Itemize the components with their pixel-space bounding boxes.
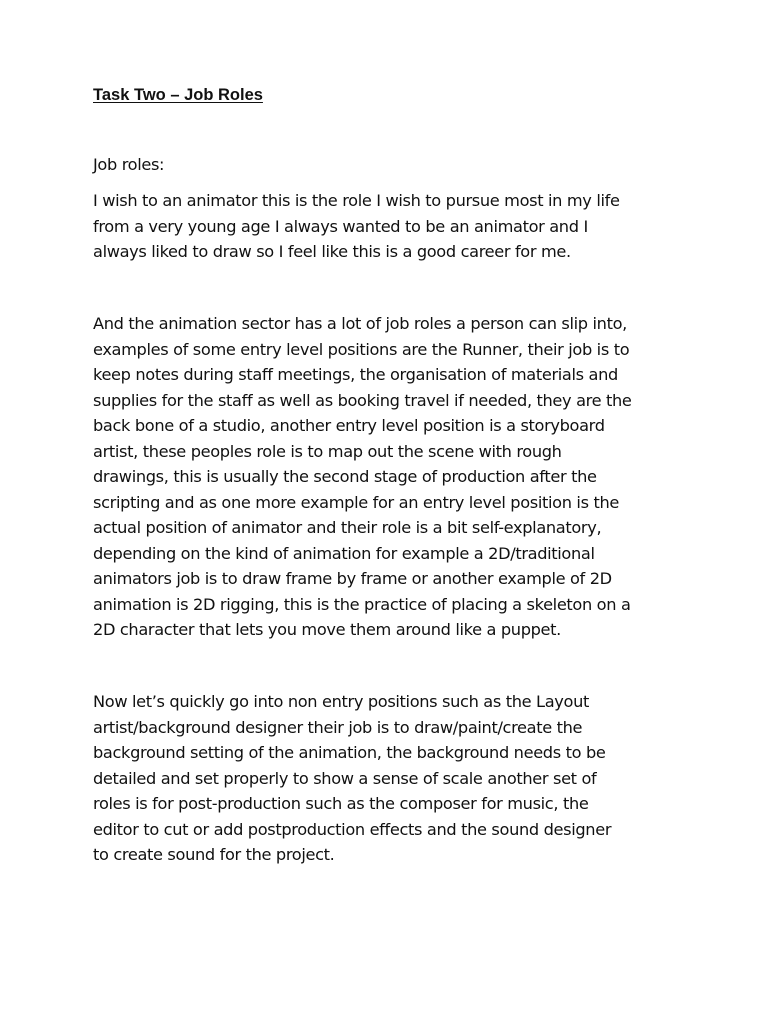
paragraph-line: to create sound for the project. [93, 845, 335, 864]
paragraph-line: always liked to draw so I feel like this is a good career for me. [93, 242, 571, 261]
paragraph-line: background setting of the animation, the background needs to be [93, 743, 606, 762]
paragraph-1 [93, 188, 693, 265]
paragraph-line: animation is 2D rigging, this is the practice of placing a skeleton on a [93, 594, 631, 614]
paragraph-line: back bone of a studio, another entry level position is a storyboard [93, 416, 605, 435]
paragraph-3 [93, 689, 693, 868]
document-title: Task Two – Job Roles [93, 86, 263, 104]
paragraph-line: depending on the kind of animation for example a 2D/traditional [93, 543, 595, 563]
section-heading: Job roles: [93, 155, 165, 174]
paragraph-line: detailed and set properly to show a sense of scale another set of [93, 768, 597, 788]
paragraph-line: artist, these peoples role is to map out the scene with rough [93, 441, 562, 461]
paragraph-line: scripting and as one more example for an entry level position is the [93, 492, 619, 512]
paragraph-line: animators job is to draw frame by frame or another example of 2D [93, 569, 612, 588]
paragraph-line: from a very young age I always wanted to be an animator and I [93, 216, 588, 236]
paragraph-line: Now let’s quickly go into non entry positions such as the Layout [93, 692, 589, 711]
paragraph-line: examples of some entry level positions are the Runner, their job is to [93, 339, 630, 359]
paragraph-line: roles is for post-production such as the composer for music, the [93, 794, 589, 813]
paragraph-line: 2D character that lets you move them around like a puppet. [93, 620, 561, 639]
paragraph-2 [93, 311, 693, 643]
paragraph-line: drawings, this is usually the second stage of production after the [93, 467, 597, 486]
paragraph-line: artist/background designer their job is to draw/paint/create the [93, 717, 583, 737]
paragraph-line: actual position of animator and their role is a bit self-explanatory, [93, 518, 602, 537]
paragraph-line: supplies for the staff as well as booking travel if needed, they are the [93, 390, 632, 410]
paragraph-line: keep notes during staff meetings, the organisation of materials and [93, 365, 618, 384]
paragraph-line: editor to cut or add postproduction effects and the sound designer [93, 819, 612, 839]
paragraph-line: I wish to an animator this is the role I wish to pursue most in my life [93, 191, 620, 210]
paragraph-line: And the animation sector has a lot of job roles a person can slip into, [93, 314, 627, 333]
